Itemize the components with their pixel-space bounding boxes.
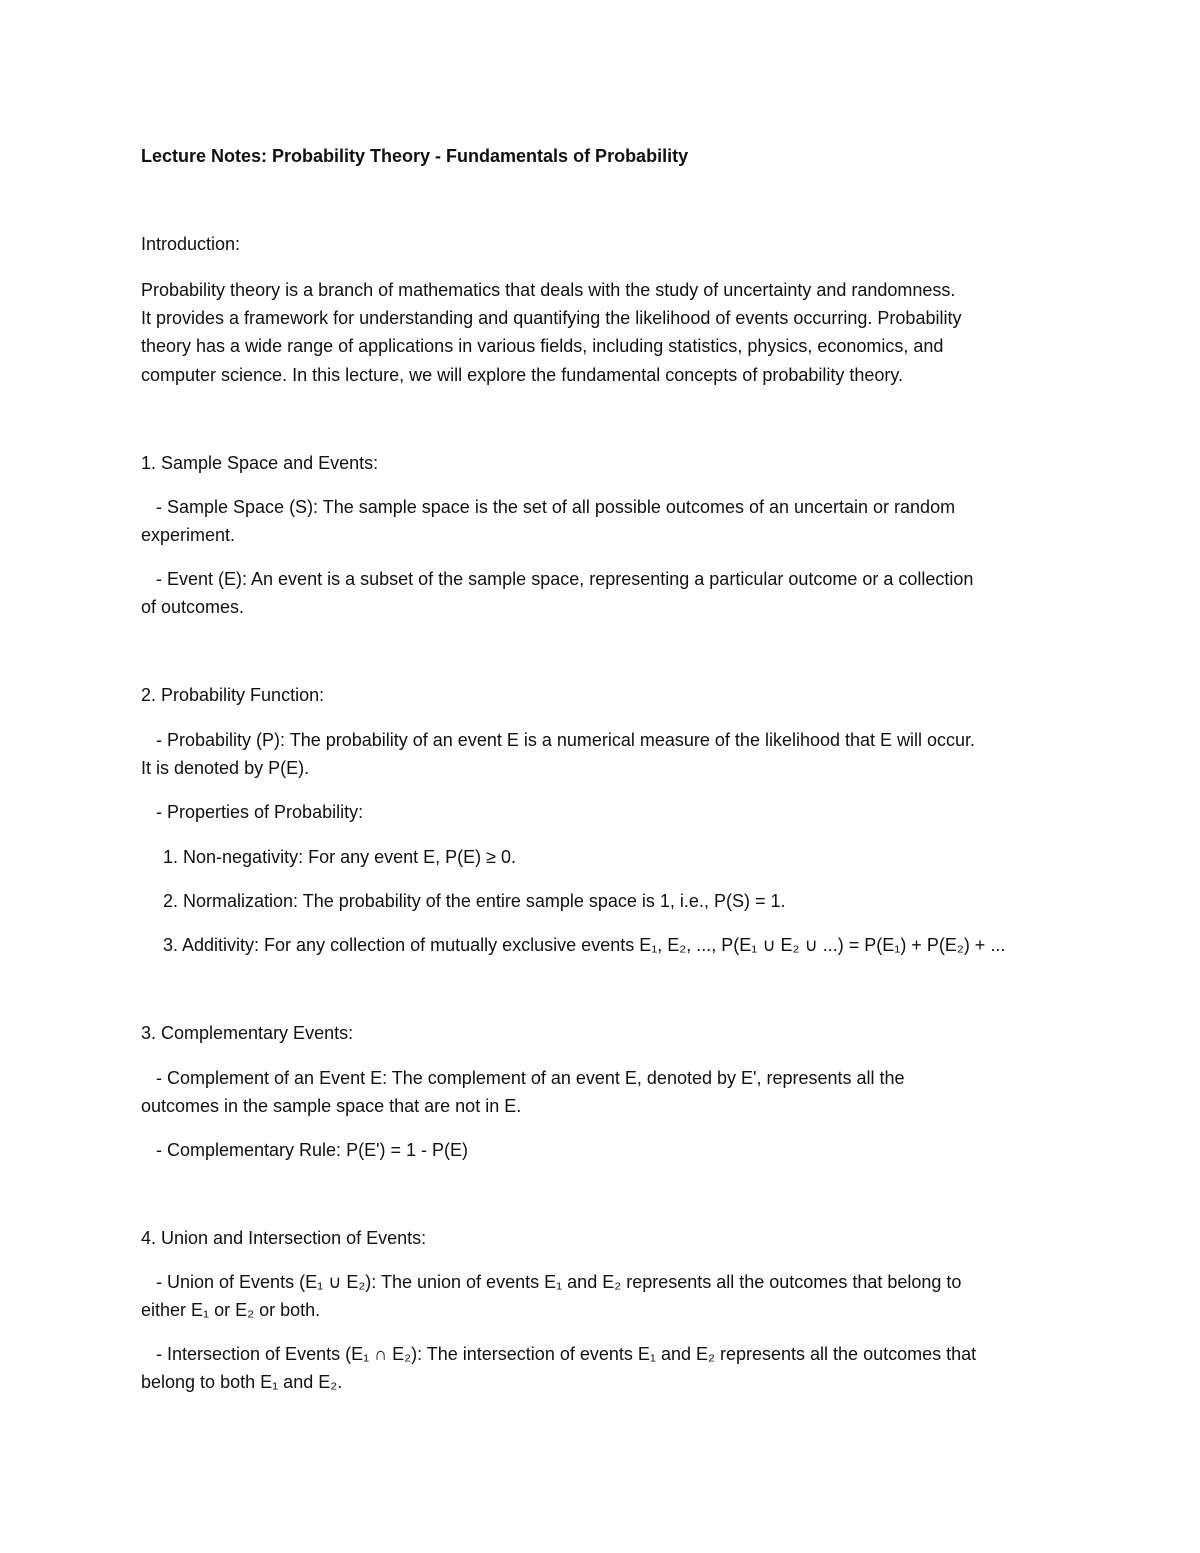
complement-definition: outcomes in the sample space that are not in E. <box>141 1096 522 1116</box>
probability-definition: It is denoted by P(E). <box>141 758 310 778</box>
section-heading: 2. Probability Function: <box>141 685 325 705</box>
intersection-definition: belong to both E₁ and E₂. <box>141 1372 343 1392</box>
property-item: 2. Normalization: The probability of the entire sample space is 1, i.e., P(S) = 1. <box>163 891 786 911</box>
sample-space-definition: - Sample Space (S): The sample space is the set of all possible outcomes of an uncertain or random <box>156 497 956 517</box>
document-title: Lecture Notes: Probability Theory - Fundamentals of Probability <box>141 146 689 166</box>
event-definition: - Event (E): An event is a subset of the sample space, representing a particular outcome or a collection <box>156 569 974 589</box>
intro-line: computer science. In this lecture, we will explore the fundamental concepts of probability theory. <box>141 365 904 385</box>
event-definition: of outcomes. <box>141 597 245 617</box>
document-page <box>141 0 1071 1553</box>
section-heading: 1. Sample Space and Events: <box>141 453 379 473</box>
complement-definition: - Complement of an Event E: The complement of an event E, denoted by E', represents all the <box>156 1068 905 1088</box>
intro-line: Probability theory is a branch of mathematics that deals with the study of uncertainty and randomness. <box>141 280 956 300</box>
section-heading: 4. Union and Intersection of Events: <box>141 1228 427 1248</box>
complementary-rule: - Complementary Rule: P(E') = 1 - P(E) <box>156 1140 469 1160</box>
sample-space-definition: experiment. <box>141 525 236 545</box>
property-item: 1. Non-negativity: For any event E, P(E) ≥ 0. <box>163 847 517 867</box>
intro-line: theory has a wide range of applications in various fields, including statistics, physics, economics, and <box>141 336 944 356</box>
intro-line: It provides a framework for understanding and quantifying the likelihood of events occurring. Probability <box>141 308 962 328</box>
intersection-definition: - Intersection of Events (E₁ ∩ E₂): The intersection of events E₁ and E₂ represents all the outcomes that <box>156 1344 977 1364</box>
probability-definition: - Probability (P): The probability of an event E is a numerical measure of the likelihood that E will occur. <box>156 730 976 750</box>
intro-heading: Introduction: <box>141 234 241 254</box>
properties-heading: - Properties of Probability: <box>156 802 364 822</box>
property-item: 3. Additivity: For any collection of mutually exclusive events E₁, E₂, ..., P(E₁ ∪ E₂ ∪ ...) = P(E₁) + P(E₂) + ... <box>163 935 1006 955</box>
union-definition: - Union of Events (E₁ ∪ E₂): The union of events E₁ and E₂ represents all the outcomes that belong to <box>156 1272 962 1292</box>
union-definition: either E₁ or E₂ or both. <box>141 1300 321 1320</box>
section-heading: 3. Complementary Events: <box>141 1023 354 1043</box>
